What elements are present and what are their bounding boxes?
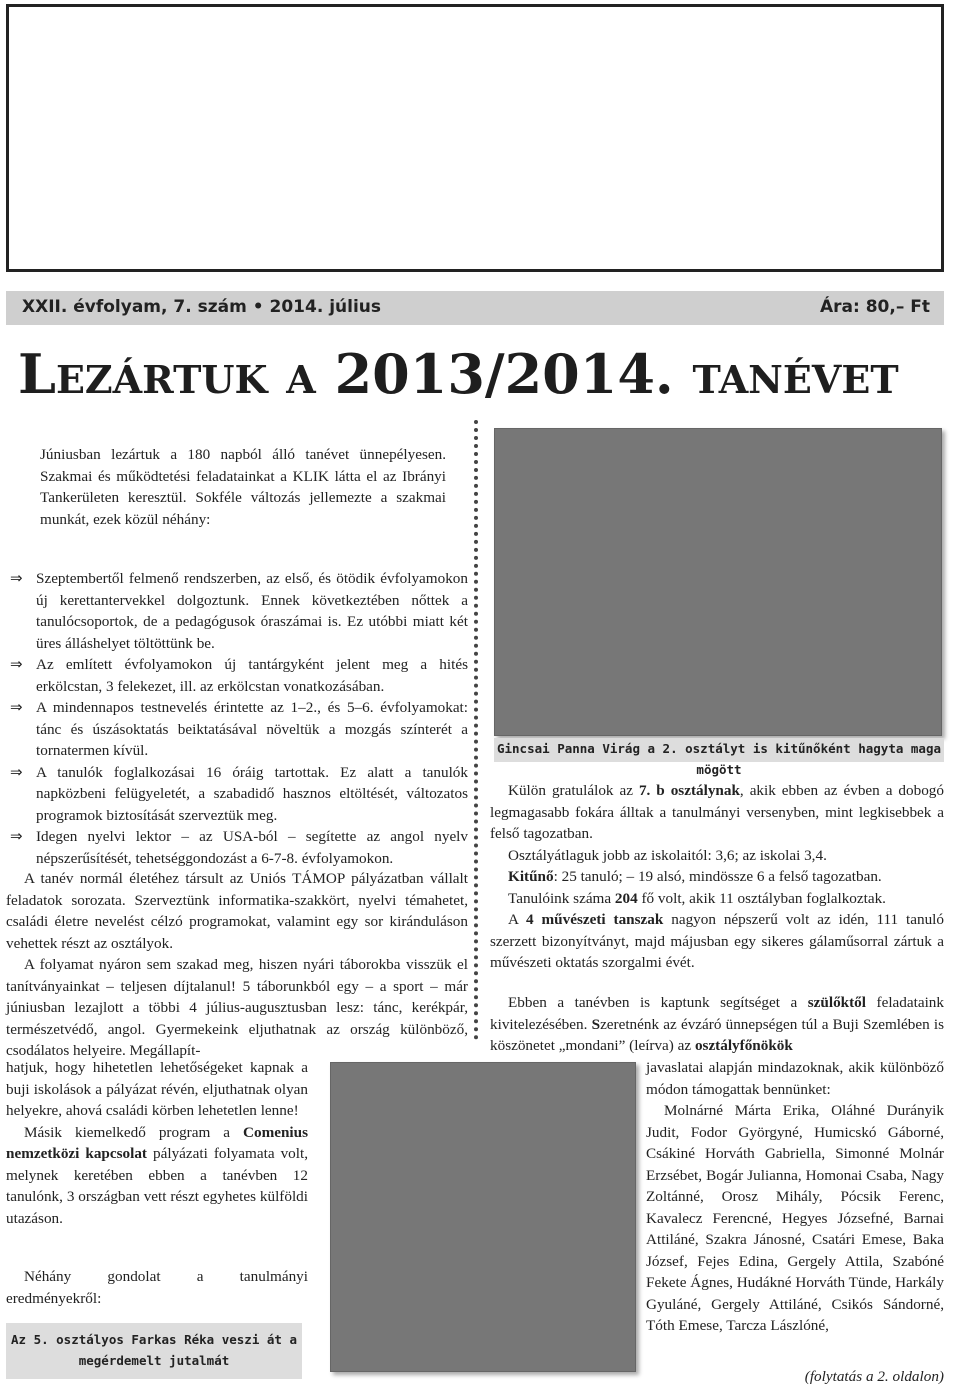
paragraph-names: Molnárné Márta Erika, Oláhné Durányik Judit, Fodor Györgyné, Humicskó Gáborné, Csákiné Horváth Gabriella, Simonné Molnár Erzsébet, Bogár Julianna, Homonai Csaba, Nagy Zoltánné, Orosz Mihály, Pócsik Ferenc, Kavalecz Ferencné, Hegyes Józsefné, Barnai Attiláné, Szakra Jánosné, Csatári Emese, Baka József, Fejes Edina, Gergely Attila, Szabóné Fekete Ágnes, Hudákné Horváth Tünde, Harkály Gyuláné, Gergely Attiláné, Csikós Sándorné, Tóth Emese, Tarcza Lászlóné, — [646, 1102, 944, 1334]
r6b-bold: S — [591, 1015, 601, 1033]
price: Ára: 80,– Ft — [819, 297, 930, 317]
paragraph-7b — [490, 780, 944, 845]
list-item — [6, 654, 468, 697]
issue-bar — [6, 291, 944, 325]
r6-bold: szülőktől — [807, 994, 866, 1011]
list-item — [6, 826, 468, 869]
comenius-pre: Másik kiemelkedő program a — [24, 1123, 244, 1141]
masthead-box — [6, 4, 944, 272]
r4-post: fő volt, akik 11 osztályban foglalkoztak. — [637, 889, 886, 907]
list-item — [6, 762, 468, 827]
column-divider — [474, 420, 478, 1040]
paragraph-tabor: A folyamat nyáron sem szakad meg, hiszen nyári táborokba visszük el tanítványainkat – teljesen díjtalanul! 5 táborunkból egy – a sport – már júniusban lezajlott a többi 4 július-augusztusban lesz: tánc, kerékpár, természetvédő, angol. Gyermekeink eljuthatnak az ország különböző, csodálatos helyeire. Megállapít- — [6, 956, 468, 1059]
r4-pre: Tanulóink száma — [508, 889, 615, 907]
list-item — [6, 568, 468, 654]
r6-post: feladataink kivitelezésében. — [490, 994, 944, 1033]
bullet-text: A mindennapos testnevelés érintette az 1–2., és 5–6. évfolyamokat: tánc és úszásoktatás beiktatásával növeltük a mozgás színterét a tornatermen kívül. — [36, 699, 468, 759]
bullet-list — [6, 568, 468, 869]
r3-bold: Kitűnő — [508, 868, 554, 885]
paragraph-tabor-cont: hatjuk, hogy hihetetlen lehetőségeket kapnak a buji iskolások a pályázat révén, eljuthatnak olyan helyekre, ahová családi körben lehetetlen lenne! — [6, 1059, 308, 1119]
list-item — [6, 697, 468, 762]
right-body — [490, 780, 944, 974]
paragraph-javaslat: javaslatai alapján mindazoknak, akik különböző módon támogattak bennünket: — [646, 1059, 944, 1098]
right-body-narrow — [646, 1057, 944, 1337]
r5-post: nagyon népszerű volt az idén, 111 tanuló szerzett bizonyítványt, majd májusban egy sikeres gálaműsorral zártuk a művészeti oktatás szorgalmi évét. — [490, 911, 944, 971]
r6-pre: Ebben a tanévben is kaptunk segítséget a — [508, 994, 808, 1011]
intro-text: Júniusban lezártuk a 180 napból álló tanévet ünnepélyesen. Szakmai és működtetési feladatainkat a KLIK látta el az Ibrányi Tankerületen keresztül. Sokféle változás jellemezte a szakmai munkát, ezek közül néhány: — [40, 446, 446, 528]
arrow-icon: ⇒ — [10, 655, 23, 673]
r5-bold: 4 művészeti tanszak — [526, 911, 664, 928]
paragraph-gondolat: Néhány gondolat a tanulmányi eredményekről: — [6, 1268, 308, 1307]
paragraph-tamop: A tanév normál életéhez társult az Uniós TÁMOP pályázatban vállalt feladatok sorozata. Szerveztünk informatika-szakkört, nyelvi témahetet, családi életre nevelést célzó programokat, valamint egy sor kiránduláson vehettek részt az osztályok. — [6, 870, 468, 952]
r1-bold: 7. b osztálynak — [638, 782, 740, 799]
bullet-text: Szeptembertől felmenő rendszerben, az első, és ötödik évfolyamokon új kerettantervekkel dolgoztunk. Ennek következtében nőttek a tanulócsoportok, de a pedagógusok óraszámai is. Ez utóbbi miatt két üres álláshelyet töltöttünk be. — [36, 570, 468, 652]
comenius-post: pályázati folyamata volt, melynek keretében ebben a tanévben 12 tanulónk, 3 országban vett részt egyhetes külföldi utazáson. — [6, 1145, 308, 1227]
photo-left — [330, 1062, 636, 1372]
paragraph-comenius — [6, 1122, 308, 1230]
arrow-icon: ⇒ — [10, 762, 23, 781]
headline: Lezártuk a 2013/2014. tanévet — [18, 342, 899, 406]
bullet-text: Idegen nyelvi lektor – az USA-ból – segítette az angol nyelv népszerűsítését, tehetséggondozást a 6-7-8. évfolyamokon. — [36, 828, 468, 867]
bullet-text: A tanulók foglalkozásai 16 óráig tartottak. Ez alatt a tanulók napközbeni felügyeletét, a szabadidő hasznos eltöltését, változatos programok biztosítását szerveztük meg. — [36, 763, 468, 824]
r3-post: : 25 tanuló; – 19 alsó, mindössze 6 a felső tagozatban. — [553, 868, 882, 885]
r6b-post: zeretnénk az évzáró ünnepségen túl a Buji Szemlében is köszönetet „mondani” (leírva) az — [490, 1015, 944, 1054]
arrow-icon: ⇒ — [10, 569, 23, 587]
photo-right — [494, 428, 942, 736]
intro-paragraph — [40, 444, 446, 530]
paragraph-kitunok — [490, 866, 944, 888]
gondolat-block — [6, 1266, 308, 1309]
arrow-icon: ⇒ — [10, 698, 23, 716]
comenius-bold: Comenius nemzetközi kapcsolat — [6, 1123, 308, 1162]
paragraph-muveszeti — [490, 909, 944, 974]
bullet-text: Az említett évfolyamokon új tantárgyként jelent meg a hités erkölcstan, 3 felekezet, ill. az erkölcstan vonatkozásában. — [36, 656, 468, 695]
issue-info: XXII. évfolyam, 7. szám • 2014. július — [22, 297, 382, 317]
caption-left: Az 5. osztályos Farkas Réka veszi át a megérdemelt jutalmát — [6, 1323, 302, 1379]
paragraph-letszam — [490, 888, 944, 910]
paragraph-szulok — [490, 992, 944, 1057]
r5-pre: A — [508, 911, 527, 928]
r6b-bold2: osztályfőnökök — [694, 1037, 793, 1054]
r1-post: , akik ebben az évben a dobogó legmagasabb fokára álltak a tanulmányi versenyben, mint legkisebbek a felső tagozatban. — [490, 782, 944, 842]
continued-note: (folytatás a 2. oldalon) — [804, 1368, 944, 1385]
r4-bold: 204 — [614, 889, 638, 907]
arrow-icon: ⇒ — [10, 827, 23, 845]
left-body-narrow — [6, 1057, 308, 1229]
left-body — [6, 868, 468, 1062]
paragraph-atlag: Osztályátlaguk jobb az iskolaitól: 3,6; az iskolai 3,4. — [508, 846, 827, 864]
right-body-szulok — [490, 992, 944, 1057]
caption-right: Gincsai Panna Virág a 2. osztályt is kitűnőként hagyta maga mögött — [494, 738, 944, 762]
r1-pre: Külön gratulálok az — [508, 782, 639, 799]
